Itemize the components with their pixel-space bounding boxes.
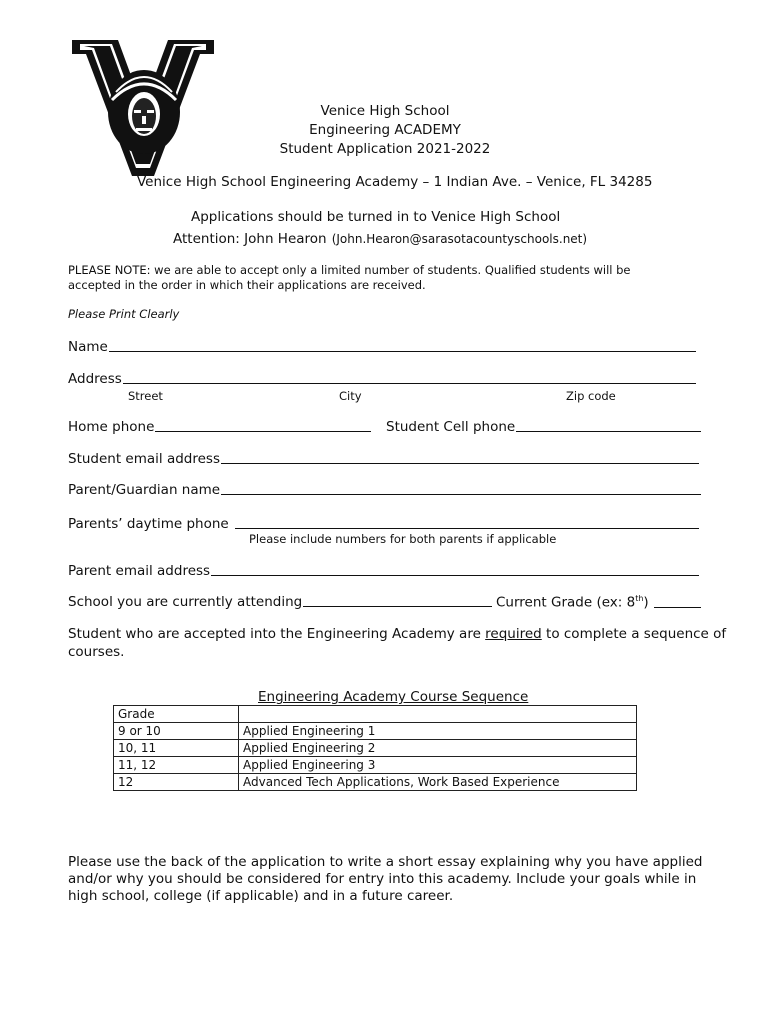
- grade-superscript: th: [635, 594, 644, 603]
- note-line-1: PLEASE NOTE: we are able to accept only a limited number of students. Qualified students will be: [68, 263, 631, 277]
- parent-email-label: Parent email address: [68, 563, 211, 579]
- essay-line-2: and/or why you should be considered for entry into this academy. Include your goals while in: [68, 871, 697, 887]
- attention-email: (John.Hearon@sarasotacountyschools.net): [331, 232, 588, 246]
- essay-line-3: high school, college (if applicable) and in a future career.: [68, 888, 454, 904]
- name-label: Name: [68, 339, 108, 355]
- course-cell: Applied Engineering 3: [239, 757, 637, 774]
- essay-line-1: Please use the back of the application to write a short essay explaining why you have applied: [68, 854, 703, 870]
- parent-email-field[interactable]: [68, 563, 699, 579]
- address-field[interactable]: [68, 371, 696, 387]
- current-grade-label: Current Grade (ex: 8th): [496, 594, 649, 611]
- course-cell: Applied Engineering 1: [239, 723, 637, 740]
- table-row: [114, 723, 637, 740]
- guardian-name-label: Parent/Guardian name: [68, 482, 221, 498]
- city-sublabel: City: [339, 389, 362, 403]
- grade-cell: 10, 11: [114, 740, 239, 757]
- parents-phone-label: Parents’ daytime phone: [68, 516, 229, 532]
- table-row: [114, 757, 637, 774]
- current-grade-field[interactable]: [496, 594, 701, 611]
- home-phone-label: Home phone: [68, 419, 155, 435]
- table-header-row: [114, 706, 637, 723]
- course-cell: Advanced Tech Applications, Work Based Experience: [239, 774, 637, 791]
- parents-phone-field[interactable]: [68, 516, 699, 532]
- grade-cell: 12: [114, 774, 239, 791]
- grade-cell: 11, 12: [114, 757, 239, 774]
- required-emphasis: required: [485, 626, 542, 642]
- school-name: Venice High School: [320, 103, 450, 119]
- home-phone-field[interactable]: [68, 419, 371, 435]
- school-logo: [72, 40, 214, 176]
- attention-name: Attention: John Hearon: [173, 231, 327, 247]
- street-sublabel: Street: [128, 389, 163, 403]
- academy-address: Venice High School Engineering Academy – 1 Indian Ave. – Venice, FL 34285: [137, 174, 653, 190]
- address-label: Address: [68, 371, 122, 387]
- sequence-title: Engineering Academy Course Sequence: [258, 689, 529, 705]
- print-clearly-note: Please Print Clearly: [68, 307, 180, 321]
- table-row: [114, 740, 637, 757]
- parents-phone-hint: Please include numbers for both parents if applicable: [249, 532, 557, 546]
- requirement-line-2: courses.: [68, 644, 125, 660]
- turn-in-instruction: Applications should be turned in to Venice High School: [191, 209, 561, 225]
- grade-cell: 9 or 10: [114, 723, 239, 740]
- cell-phone-field[interactable]: [386, 419, 701, 435]
- note-line-2: accepted in the order in which their applications are received.: [68, 278, 426, 292]
- zip-sublabel: Zip code: [566, 389, 616, 403]
- attention-line: [173, 228, 587, 247]
- course-cell: Applied Engineering 2: [239, 740, 637, 757]
- cell-phone-label: Student Cell phone: [386, 419, 516, 435]
- application-title: Student Application 2021-2022: [279, 141, 491, 157]
- academy-name: Engineering ACADEMY: [309, 122, 461, 138]
- guardian-name-field[interactable]: [68, 482, 701, 498]
- requirement-line-1: Student who are accepted into the Engineering Academy are required to complete a sequence of: [68, 626, 727, 642]
- course-header: [239, 706, 637, 723]
- name-field[interactable]: [68, 339, 696, 355]
- table-row: [114, 774, 637, 791]
- school-attending-field[interactable]: [68, 594, 492, 610]
- student-email-field[interactable]: [68, 451, 699, 467]
- grade-header: Grade: [114, 706, 239, 723]
- course-sequence-table: [113, 705, 637, 791]
- student-email-label: Student email address: [68, 451, 220, 467]
- school-attending-label: School you are currently attending: [68, 594, 303, 610]
